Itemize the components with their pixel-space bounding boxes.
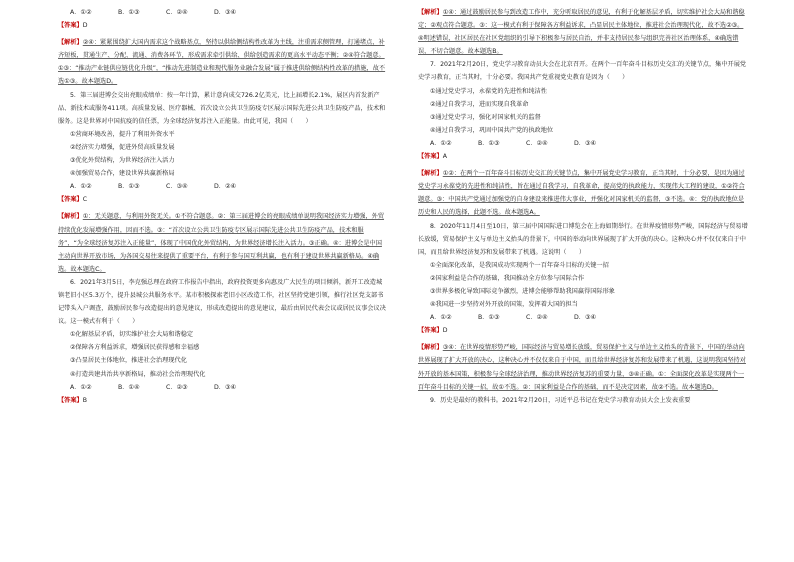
q8-choices: A．①② B．①③ C．②④ D．③④ <box>430 314 597 322</box>
q7-option: ②通过自我学习，进而实现自我革命 <box>430 100 529 108</box>
q5-option: ④加强贸易合作，建设世界共赢新格局 <box>70 170 175 178</box>
answer-line: 【答案】D <box>58 22 88 30</box>
explanation: 【解析】③④：在世界疫情形势严峻，国际经济与贸易增长放缓，贸易保护主义与单边主义抬头的背景下，中国的举动向世界展现了扩大开放的决心，这种决心并不仅仅来自于中国，而且给世界经济复苏和发展带来了机遇，这说明我国坚持对外开放的基本国策，积极参与全球经济治理，推动世界经济复苏的重要力量，③④正确。①：全面深化改革是实现两个一百年奋斗目标的关键一招，故①不选。②：国家利益是合作的基础，而不是决定因素，故②不选。故本题选D。 <box>418 344 746 391</box>
q8-option: ②国家利益是合作的基础，我国推动全方位参与国际合作 <box>430 274 585 282</box>
question-9: 9．历史是最好的教科书。2021年2月20日，习近平总书记在党史学习教育动员大会上发表重要 <box>430 396 691 404</box>
q6-option: ②保障各方利益诉求，增强居民获得感和幸福感 <box>70 344 200 352</box>
q8-option: ③世界多极化导致国际竞争激烈，进博会能够帮助我国赢得国际形象 <box>430 287 615 295</box>
q6-option: ④打造共建共治共享新格局，推动社会治理现代化 <box>70 370 206 378</box>
option-d: D．③④ <box>214 9 237 16</box>
explanation: 【解析】①：无关题意，与利用外资无关。①不符合题意。②：第三届进博会的亮眼成绩单说明我国经济实力增强，外贸持续优化发展增强作用，因而不选。③：“首次设立公共卫生防疫专区展示国际先进公共卫生防疫产品，技术和服务”，“为全球经济复苏注入正能量”，体现了中国优化外贸结构，为世界经济增长注入活力。③正确。④：进博会是中国主动向世界开放市场，为各国交易往来提供了重要平台，有利于参与国互利共赢，也有利于建设世界共赢新格局。④确选。故本题选C。 <box>58 213 385 273</box>
q5-option: ③优化外贸结构，为世界经济注入活力 <box>70 157 175 165</box>
q6-option: ③凸显居民主体地位，推进社会治理现代化 <box>70 357 187 365</box>
explanation: 【解析】②④：紧紧围绕扩大国内需求这个战略基点，坚持以供给侧结构性改革为主线，注重需求侧管理，打通堵点，补齐短板，贯通生产、分配、流通、消费各环节，形成需求牵引供给、供给创造需求的更高水平动态平衡；②④符合题意。①③：“推动产业链供应链优化升级”，“推动先进制造业和现代服务业融合发展”属于推进供给侧结构性改革的措施，故不选①③。故本题选D。 <box>58 39 386 86</box>
explanation: 【解析】①②：在两个一百年奋斗目标历史交汇的关键节点，集中开展党史学习教育，正当其时，十分必要，是因为通过党史学习永葆党的先进性和纯洁性，旨在通过自我学习，自我革命，提高党的执政能力，实现伟大工程的建设，①②符合题意。③：中国共产党通过加强党的自身建设来推进伟大事业，并强化对国家机关的监督，③不选。④：党的执政地位是历史和人民的选择，此题不选。故本题选A。 <box>418 170 745 217</box>
q8-option: ④我国进一步坚持对外开放的国策，发挥着大国的担当 <box>430 301 578 309</box>
option-c: C．②④ <box>166 9 188 16</box>
q8-option: ①全面深化改革，是我国成功实现两个一百年奋斗目标的关键一招 <box>430 261 609 269</box>
answer-line: 【答案】C <box>58 196 88 204</box>
q6-option: ①化解基层矛盾，切实维护社会大局和谐稳定 <box>70 331 194 339</box>
right-column <box>418 6 748 407</box>
question-5: 5．第三届进博会交出亮眼成绩单：按一年计算，累计意向成交726.2亿美元，比上届增长2.1%，展区内首发新产品、新技术或服务411项。高质量发展、医疗器械、首次设立公共卫生防疫专区展示国际先进公共卫生防疫产品，技术和服务。这是世界对中国抗疫的信任票，为全球经济复苏注入正能量。由此可见，我国（ ） <box>58 91 386 125</box>
answer-line: 【答案】A <box>418 153 447 161</box>
answer-line: 【答案】D <box>418 327 448 335</box>
q7-option: ③通过党史学习，强化对国家机关的监督 <box>430 113 541 121</box>
q6-choices: A．①② B．①④ C．②③ D．③④ <box>70 383 237 391</box>
option-a: A．①② <box>70 9 92 16</box>
top-options <box>58 6 388 19</box>
question-6: 6．2021年3月5日，李克强总理在政府工作报告中指出，政府投资更多向惠及广大民生的项目倾斜，新开工改造城镇老旧小区5.3万个，提升县城公共服务水平。某市积极探索老旧小区改造工作，社区坚持党建引领，推行社区党支部书记带头入户调查，鼓励居民参与改造提出的意见建议，形成改造提出的意见建议，最后由居民代表会议或居民议事会议决议。这一模式有利于（ ） <box>58 278 386 326</box>
q5-option: ①营商环境改善，提升了利用外资水平 <box>70 130 175 138</box>
question-7: 7．2021年2月20日，党史学习教育动员大会在北京召开。在两个一百年奋斗目标历史交汇的关键节点，集中开展党史学习教育，正当其时，十分必要。我国共产党重视党史教育是因为（ ） <box>418 61 747 82</box>
explanation: 【解析】①④：通过鼓励居民参与到改造工作中，充分听取居民的意见，有利于化解基层矛盾，切实维护社会大局和谐稳定；②观点符合题意。③：这一模式有利于保障各方利益诉求，凸显居民主体地位，推进社会治理现代化，故不选②③。④明述错误，社区居民在社区党组织的引导下积极参与居民自治，并非支持居民参与组织完善社区治理体系，④确选错误，不切合题意。故本题选B。 <box>418 9 745 56</box>
option-b: B．①③ <box>118 9 140 16</box>
q7-choices: A．①② B．①③ C．②④ D．③④ <box>430 139 597 147</box>
q5-choices: A．①② B．①③ C．③④ D．②④ <box>70 183 237 191</box>
q5-option: ②经济实力增强，促进外贸高质量发展 <box>70 143 175 151</box>
left-column <box>58 6 388 407</box>
q7-option: ④通过自我学习，巩固中国共产党的执政地位 <box>430 126 554 134</box>
answer-line: 【答案】B <box>58 396 87 404</box>
q7-option: ①通过党史学习，永葆党的先进性和纯洁性 <box>430 87 547 95</box>
question-8: 8．2020年11月4日至10日，第三届中国国际进口博览会在上海如期举行。在世界疫情形势严峻，国际经济与贸易增长放缓，贸易保护主义与单边主义抬头的背景下，中国的举动向世界展现了扩大开放的决心。这种决心并不仅仅来自于中国，而且给世界经济复苏和发展带来了机遇。这说明（ ） <box>418 222 748 256</box>
